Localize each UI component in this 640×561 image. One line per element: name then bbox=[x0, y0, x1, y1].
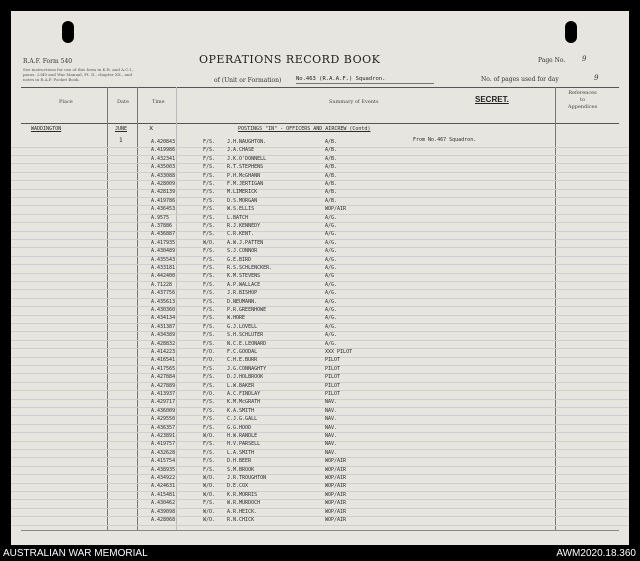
rank: F/S. bbox=[203, 407, 216, 414]
record-sheet bbox=[11, 11, 629, 545]
personnel-row bbox=[11, 265, 629, 273]
name: K.M.STEVENS bbox=[227, 273, 261, 280]
personnel-row bbox=[11, 366, 629, 374]
service-number: A.438935 bbox=[151, 466, 176, 473]
rank: F/S. bbox=[203, 500, 216, 507]
service-number: A.436887 bbox=[151, 231, 176, 238]
personnel-row bbox=[11, 374, 629, 382]
service-number: A.431387 bbox=[151, 323, 176, 330]
personnel-row bbox=[11, 408, 629, 416]
service-number: A.442400 bbox=[151, 273, 176, 280]
rank: F/S. bbox=[203, 189, 216, 196]
role: A/B. bbox=[325, 189, 338, 196]
service-number: A.420843 bbox=[151, 139, 176, 145]
service-number: A.417565 bbox=[151, 365, 176, 372]
rank: F/S. bbox=[203, 416, 216, 423]
pages-used-label: No. of pages used for day bbox=[481, 76, 559, 83]
personnel-row bbox=[11, 399, 629, 407]
name: J.G.CONNAGHTY bbox=[227, 365, 267, 372]
role: NAV. bbox=[325, 399, 338, 406]
personnel-row bbox=[11, 357, 629, 365]
role: PILOT bbox=[325, 382, 341, 389]
rank: F/S. bbox=[203, 382, 216, 389]
personnel-row bbox=[11, 450, 629, 458]
name: F.C.GOODAL bbox=[227, 349, 258, 355]
header-bottom-border bbox=[21, 123, 619, 124]
personnel-row bbox=[11, 223, 629, 231]
rank: F/S. bbox=[203, 164, 216, 171]
form-number: R.A.F. Form 540 bbox=[23, 58, 73, 65]
service-number: A.439098 bbox=[151, 508, 176, 515]
service-number: A.435543 bbox=[151, 256, 176, 263]
role: A/G. bbox=[325, 214, 338, 221]
role: NAV. bbox=[325, 407, 338, 414]
personnel-row bbox=[11, 173, 629, 181]
name: S.J.CONNOR bbox=[227, 248, 258, 255]
name: C.R.KENT. bbox=[227, 231, 255, 238]
personnel-row bbox=[11, 215, 629, 223]
name: R.J.KENNEDY bbox=[227, 223, 261, 229]
unit-label: of (Unit or Formation) bbox=[214, 77, 282, 84]
role: WOP/AIR bbox=[325, 500, 347, 507]
personnel-row bbox=[11, 299, 629, 307]
personnel-row bbox=[11, 206, 629, 214]
rank: W/O. bbox=[203, 508, 216, 515]
service-number: A.430360 bbox=[151, 307, 176, 313]
service-number: A.433088 bbox=[151, 172, 176, 179]
service-number: A.437756 bbox=[151, 290, 176, 297]
personnel-row bbox=[11, 383, 629, 391]
service-number: A.414223 bbox=[151, 349, 176, 355]
rank: F/S. bbox=[203, 374, 216, 381]
name: R.N.CHICK bbox=[227, 517, 255, 523]
rank: F/S. bbox=[203, 307, 216, 313]
name: D.H.BEER bbox=[227, 458, 252, 465]
service-number: A.429717 bbox=[151, 399, 176, 406]
rank: F/S. bbox=[203, 147, 216, 154]
service-number: A.428068 bbox=[151, 517, 176, 523]
column-header-place: Place bbox=[59, 99, 73, 105]
name: W.S.ELLIS bbox=[227, 206, 255, 213]
unit-underline bbox=[296, 83, 434, 84]
service-number: A.428832 bbox=[151, 340, 176, 347]
role: A/G. bbox=[325, 239, 338, 246]
rank: W/O. bbox=[203, 475, 216, 481]
name: M.LIMERICK bbox=[227, 189, 258, 196]
references-line: References bbox=[568, 90, 597, 96]
personnel-row bbox=[11, 189, 629, 197]
role: NAV. bbox=[325, 441, 338, 448]
rank: F/S. bbox=[203, 139, 216, 145]
personnel-row bbox=[11, 181, 629, 189]
role: WOP/AIR bbox=[325, 458, 347, 465]
personnel-row bbox=[11, 349, 629, 357]
service-number: A.417935 bbox=[151, 239, 176, 246]
rank: F/S. bbox=[203, 248, 216, 255]
rank: F/S. bbox=[203, 265, 216, 271]
rank: F/S. bbox=[203, 315, 216, 322]
service-number: A.427889 bbox=[151, 382, 176, 389]
name: C.H.E.BURR bbox=[227, 357, 258, 364]
personnel-row bbox=[11, 509, 629, 517]
role: A/B. bbox=[325, 147, 338, 154]
personnel-row bbox=[11, 240, 629, 248]
personnel-row bbox=[11, 425, 629, 433]
entry-heading: POSTINGS "IN" - OFFICERS AND AIRCREW (Contd) bbox=[238, 126, 371, 132]
name: W.HORE bbox=[227, 315, 246, 322]
name: F.M.JERTIGAN bbox=[227, 181, 264, 187]
role: PILOT bbox=[325, 357, 341, 364]
entry-day: 1 bbox=[119, 137, 123, 144]
role: A/G. bbox=[325, 223, 338, 229]
personnel-row bbox=[11, 433, 629, 441]
name: D.NEUMANN. bbox=[227, 298, 258, 305]
binder-hole-left bbox=[62, 21, 74, 43]
role: NAV. bbox=[325, 449, 338, 456]
rank: F/S. bbox=[203, 181, 216, 187]
role: PILOT bbox=[325, 374, 341, 381]
role: A/G. bbox=[325, 290, 338, 297]
personnel-row bbox=[11, 467, 629, 475]
personnel-row bbox=[11, 492, 629, 500]
service-number: A.419986 bbox=[151, 147, 176, 154]
role: A/G. bbox=[325, 340, 338, 347]
role: WOP/AIR bbox=[325, 475, 347, 481]
name: P.R.GREENHOWE bbox=[227, 307, 267, 313]
personnel-row bbox=[11, 156, 629, 164]
service-number: A.419757 bbox=[151, 441, 176, 448]
footer-credit: AUSTRALIAN WAR MEMORIAL bbox=[3, 548, 148, 559]
service-number: A.429550 bbox=[151, 416, 176, 423]
role: NAV. bbox=[325, 424, 338, 431]
name: J.A.CHASE bbox=[227, 147, 255, 154]
role: A/G. bbox=[325, 307, 338, 313]
name: K.A.SMITH bbox=[227, 407, 255, 414]
name: G.E.BIRD bbox=[227, 256, 252, 263]
personnel-row bbox=[11, 391, 629, 399]
pages-used-value: 9 bbox=[594, 74, 599, 82]
name: G.J.LOVELL bbox=[227, 323, 258, 330]
role: XXX PILOT bbox=[325, 349, 353, 355]
name: K.R.MORRIS bbox=[227, 491, 258, 498]
personnel-row bbox=[11, 332, 629, 340]
personnel-row bbox=[11, 273, 629, 281]
service-number: A.435613 bbox=[151, 298, 176, 305]
personnel-row bbox=[11, 290, 629, 298]
footer bbox=[0, 546, 640, 561]
unit-value: No.463 (R.A.A.F.) Squadron. bbox=[296, 76, 386, 82]
name: S.H.SCHLUTER bbox=[227, 332, 264, 339]
name: J.R.BISHOP bbox=[227, 290, 258, 297]
service-number: A.436009 bbox=[151, 407, 176, 414]
page-no-label: Page No. bbox=[538, 57, 566, 64]
footer-accession: AWM2020.18.360 bbox=[556, 548, 636, 559]
name: A.P.WALLACE bbox=[227, 281, 261, 288]
service-number: A.436453 bbox=[151, 206, 176, 213]
rank: F/S. bbox=[203, 298, 216, 305]
personnel-row bbox=[11, 231, 629, 239]
rank: F/S. bbox=[203, 441, 216, 448]
rank: F/S. bbox=[203, 206, 216, 213]
service-number: A.432341 bbox=[151, 155, 176, 162]
rank: F/S. bbox=[203, 365, 216, 372]
table-bottom-border bbox=[21, 530, 619, 531]
name: D.E.COX bbox=[227, 483, 249, 490]
entry-place: WADDINGTON bbox=[31, 126, 62, 132]
service-number: A.71228 bbox=[151, 281, 173, 288]
rank: F/O. bbox=[203, 391, 216, 397]
rank: F/S. bbox=[203, 290, 216, 297]
name: P.H.McGHANN bbox=[227, 172, 261, 179]
role: A/G. bbox=[325, 256, 338, 263]
name: G.G.HOOD bbox=[227, 424, 252, 431]
name: H.V.PARSELL bbox=[227, 441, 261, 448]
name: A.C.FINDLAY bbox=[227, 391, 261, 397]
role: WOP/AIR bbox=[325, 206, 347, 213]
table-top-border bbox=[21, 87, 619, 88]
rank: W/O. bbox=[203, 483, 216, 490]
personnel-row bbox=[11, 458, 629, 466]
personnel-row bbox=[11, 248, 629, 256]
rank: F/S. bbox=[203, 466, 216, 473]
personnel-row bbox=[11, 475, 629, 483]
service-number: A.428009 bbox=[151, 181, 176, 187]
entry-mark: x bbox=[149, 124, 154, 132]
instruction-line: paras. 2349 and War Manual, Pt. II., chapter XX., and bbox=[23, 72, 133, 77]
personnel-row bbox=[11, 139, 629, 147]
rank: W/O. bbox=[203, 239, 216, 246]
name: R.S.SCHLENCKER. bbox=[227, 265, 273, 271]
personnel-row bbox=[11, 307, 629, 315]
service-number: A.415754 bbox=[151, 458, 176, 465]
personnel-row bbox=[11, 147, 629, 155]
name: D.J.HOLBROOK bbox=[227, 374, 264, 381]
instruction-line: See instructions for use of this form in K.R. and A.C.I., bbox=[23, 67, 134, 72]
role: WOP/AIR bbox=[325, 517, 347, 523]
service-number: A.435003 bbox=[151, 164, 176, 171]
form-instructions bbox=[23, 67, 134, 82]
role: A/G. bbox=[325, 248, 338, 255]
service-number: A.430462 bbox=[151, 500, 176, 507]
service-number: A.434922 bbox=[151, 475, 176, 481]
service-number: A.430489 bbox=[151, 248, 176, 255]
personnel-row bbox=[11, 198, 629, 206]
rank: F/O. bbox=[203, 349, 216, 355]
role: A/B. bbox=[325, 197, 338, 204]
references-line: Appendices bbox=[567, 104, 598, 110]
name: L.W.BAKER bbox=[227, 382, 255, 389]
service-number: A.419786 bbox=[151, 197, 176, 204]
service-number: A.9575 bbox=[151, 214, 170, 221]
personnel-row bbox=[11, 517, 629, 525]
name: N.C.E.LEONARD bbox=[227, 340, 267, 347]
rank: W/O. bbox=[203, 433, 216, 439]
rank: F/S. bbox=[203, 281, 216, 288]
entry-month: JUNE bbox=[115, 126, 128, 132]
name: C.J.G.GALL bbox=[227, 416, 258, 423]
role: NAV. bbox=[325, 416, 338, 423]
service-number: A.428139 bbox=[151, 189, 176, 196]
page-no-value: 9 bbox=[582, 55, 587, 63]
role: A/B. bbox=[325, 164, 338, 171]
service-number: A.415481 bbox=[151, 491, 176, 498]
column-header-references bbox=[564, 90, 601, 111]
references-line: to bbox=[579, 97, 586, 103]
role: WOP/AIR bbox=[325, 491, 347, 498]
rank: F/S. bbox=[203, 223, 216, 229]
personnel-row bbox=[11, 341, 629, 349]
rank: F/S. bbox=[203, 155, 216, 162]
rank: F/S. bbox=[203, 323, 216, 330]
rank: F/S. bbox=[203, 231, 216, 238]
name: L.A.SMITH bbox=[227, 449, 255, 456]
name: J.K.O'DONNELL bbox=[227, 155, 267, 162]
role: A/B. bbox=[325, 181, 338, 187]
service-number: A.423891 bbox=[151, 433, 176, 439]
entry-heading-row bbox=[11, 126, 629, 134]
service-number: A.37886 bbox=[151, 223, 173, 229]
name: L.BATCH bbox=[227, 214, 249, 221]
name: D.S.MORGAN bbox=[227, 197, 258, 204]
name: J.R.TROUGHTON bbox=[227, 475, 267, 481]
personnel-row bbox=[11, 441, 629, 449]
personnel-row bbox=[11, 500, 629, 508]
binder-hole-right bbox=[565, 21, 577, 43]
role: NAV. bbox=[325, 433, 338, 439]
role: A/B. bbox=[325, 139, 338, 145]
role: A/B. bbox=[325, 155, 338, 162]
name: K.M.McGRATH bbox=[227, 399, 261, 406]
column-header-time: Time bbox=[152, 99, 165, 105]
entry-from-note: From No.467 Squadron. bbox=[413, 137, 477, 143]
rank: F/S. bbox=[203, 424, 216, 431]
page-title: OPERATIONS RECORD BOOK bbox=[199, 53, 381, 66]
name: R.T.STEPHENS bbox=[227, 164, 264, 171]
name: A.R.HEICK. bbox=[227, 508, 258, 515]
name: H.W.RANDLE bbox=[227, 433, 258, 439]
role: A/G. bbox=[325, 265, 338, 271]
personnel-row bbox=[11, 315, 629, 323]
name: S.M.BROOK bbox=[227, 466, 255, 473]
personnel-row bbox=[11, 416, 629, 424]
rank: W/O. bbox=[203, 491, 216, 498]
rank: F/O. bbox=[203, 357, 216, 364]
service-number: A.433181 bbox=[151, 265, 176, 271]
rank: F/S. bbox=[203, 197, 216, 204]
personnel-row bbox=[11, 282, 629, 290]
service-number: A.434389 bbox=[151, 332, 176, 339]
role: PILOT bbox=[325, 365, 341, 372]
role: WOP/AIR bbox=[325, 466, 347, 473]
role: WOP/AIR bbox=[325, 508, 347, 515]
role: WOP/AIR bbox=[325, 483, 347, 490]
name: J.H.NAUGHTON. bbox=[227, 139, 267, 145]
role: A/G. bbox=[325, 323, 338, 330]
rank: F/S. bbox=[203, 458, 216, 465]
rank: F/S. bbox=[203, 449, 216, 456]
service-number: A.432628 bbox=[151, 449, 176, 456]
rank: F/S. bbox=[203, 273, 216, 280]
role: A/G. bbox=[325, 298, 338, 305]
column-header-summary: Summary of Events bbox=[329, 99, 379, 105]
rank: F/S. bbox=[203, 399, 216, 406]
service-number: A.434134 bbox=[151, 315, 176, 322]
service-number: A.427884 bbox=[151, 374, 176, 381]
instruction-line: notes in R.A.F. Pocket Book. bbox=[23, 77, 80, 82]
name: A.W.J.PATTEN bbox=[227, 239, 264, 246]
service-number: A.436357 bbox=[151, 424, 176, 431]
role: A/B. bbox=[325, 172, 338, 179]
role: A/G bbox=[325, 273, 335, 280]
service-number: A.413937 bbox=[151, 391, 176, 397]
rank: F/S. bbox=[203, 256, 216, 263]
role: A/G. bbox=[325, 332, 338, 339]
rank: F/S. bbox=[203, 340, 216, 347]
role: A/G. bbox=[325, 281, 338, 288]
personnel-row bbox=[11, 257, 629, 265]
rank: F/S. bbox=[203, 332, 216, 339]
personnel-row bbox=[11, 324, 629, 332]
personnel-row bbox=[11, 164, 629, 172]
personnel-row bbox=[11, 483, 629, 491]
column-header-date: Date bbox=[117, 99, 129, 105]
rank: W/O. bbox=[203, 517, 216, 523]
rank: F/S. bbox=[203, 172, 216, 179]
service-number: A.424631 bbox=[151, 483, 176, 490]
service-number: A.416541 bbox=[151, 357, 176, 364]
secret-stamp: SECRET. bbox=[475, 95, 509, 104]
name: W.R.MURDOCH bbox=[227, 500, 261, 507]
rank: F/S. bbox=[203, 214, 216, 221]
role: A/G. bbox=[325, 315, 338, 322]
role: A/G. bbox=[325, 231, 338, 238]
role: PILOT bbox=[325, 391, 341, 397]
